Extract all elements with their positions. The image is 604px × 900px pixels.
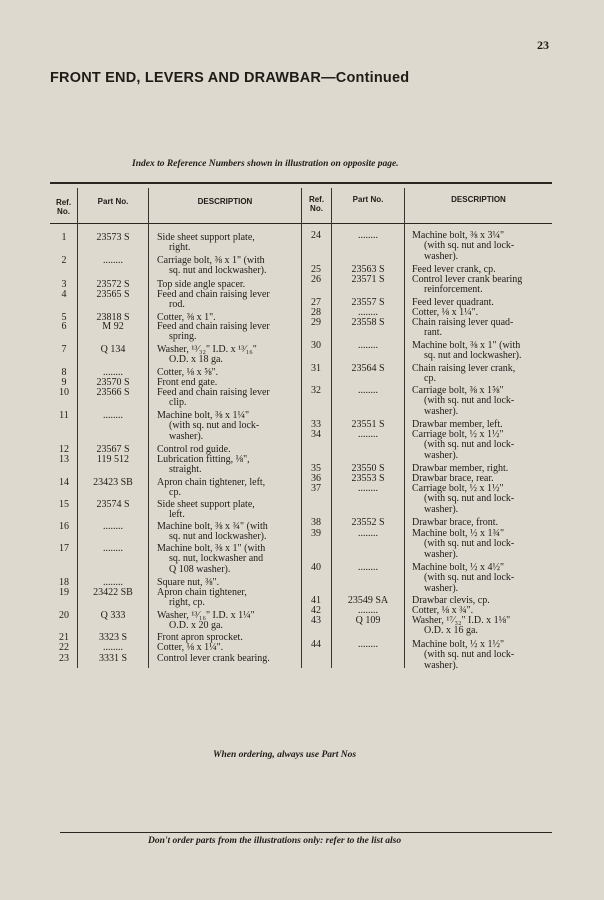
ref-number: 32	[311, 385, 321, 396]
part-number: ........	[358, 429, 378, 440]
part-number: ........	[103, 367, 123, 378]
ref-number: 25	[311, 264, 321, 275]
ref-number: 3	[61, 279, 67, 290]
part-description: Machine bolt, ½ x 1¾"	[412, 528, 505, 539]
ref-number: 10	[59, 387, 69, 398]
ref-number: 1	[61, 232, 67, 243]
part-number: 119 512	[96, 454, 130, 465]
part-number: 23818 S	[96, 312, 130, 323]
part-description: Cotter, ⅛ x 1¼".	[412, 307, 479, 318]
page-title: FRONT END, LEVERS AND DRAWBAR—Continued	[50, 70, 410, 86]
part-description: Washer, ¹⁷⁄₃₂" I.D. x 1⅛"	[412, 615, 511, 626]
part-description: sq. nut, lockwasher and	[169, 553, 264, 565]
part-description: Machine bolt, ⅜ x 1¼"	[157, 410, 250, 421]
part-number: 23557 S	[351, 297, 385, 308]
ref-number: 38	[311, 517, 321, 528]
part-description: Control lever crank bearing	[412, 274, 523, 285]
part-description: Feed and chain raising lever	[157, 387, 270, 398]
column-divider	[301, 188, 302, 668]
part-description: Cotter, ⅛ x ⅝".	[157, 367, 219, 378]
column-divider	[148, 188, 149, 668]
part-description: Drawbar brace, front.	[412, 517, 499, 528]
part-description: Drawbar brace, rear.	[412, 473, 494, 484]
part-description: Front end gate.	[157, 377, 218, 388]
part-description: washer).	[424, 548, 459, 560]
part-description: sq. nut and lockwasher).	[424, 350, 522, 362]
ref-number: 13	[59, 454, 69, 465]
part-description: Carriage bolt, ⅜ x 1⅝"	[412, 385, 504, 396]
part-description: Machine bolt, ½ x 1½"	[412, 639, 505, 650]
bottom-rule	[60, 832, 552, 833]
ref-number: 28	[311, 307, 321, 318]
part-description: Control rod guide.	[157, 444, 231, 455]
part-number: 3331 S	[98, 653, 128, 664]
part-number: ........	[103, 642, 123, 653]
part-description: sq. nut and lockwasher).	[169, 265, 267, 277]
part-description: reinforcement.	[424, 284, 483, 296]
part-description: washer).	[424, 449, 459, 461]
part-description: Top side angle spacer.	[157, 279, 246, 290]
part-description: washer).	[424, 250, 459, 262]
part-description: rod.	[169, 299, 185, 311]
ref-number: 2	[61, 255, 67, 266]
ref-number: 18	[59, 577, 69, 588]
part-description: (with sq. nut and lock-	[424, 493, 515, 505]
ref-number: 27	[311, 297, 321, 308]
ref-number: 14	[59, 477, 69, 488]
part-description: Feed lever crank, cp.	[412, 264, 496, 275]
part-number: 23551 S	[351, 419, 385, 430]
part-number: ........	[358, 230, 378, 241]
part-description: Machine bolt, ½ x 4½"	[412, 562, 505, 573]
part-number: ........	[103, 543, 123, 554]
part-number: 23422 SB	[93, 587, 133, 598]
part-description: (with sq. nut and lock-	[424, 240, 515, 252]
part-description: Machine bolt, ⅜ x 3¼"	[412, 230, 505, 241]
part-description: washer).	[424, 582, 459, 594]
part-number: ........	[358, 483, 378, 494]
ref-number: 15	[59, 499, 69, 510]
ref-number: 40	[311, 562, 321, 573]
ref-number: 39	[311, 528, 321, 539]
part-number: 23550 S	[351, 463, 385, 474]
part-number: 23572 S	[96, 279, 130, 290]
part-description: Q 108 washer).	[169, 563, 231, 575]
part-description: washer).	[169, 430, 204, 442]
part-number: M 92	[102, 321, 124, 332]
part-description: Machine bolt, ⅜ x ¾" (with	[157, 521, 268, 532]
part-number: Q 134	[100, 344, 126, 355]
part-description: O.D. x 18 ga.	[169, 354, 223, 366]
ref-number: 16	[59, 521, 69, 532]
table-top-rule	[50, 182, 552, 184]
part-description: Square nut, ⅜".	[157, 577, 220, 588]
part-description: spring.	[169, 331, 197, 343]
part-description: Carriage bolt, ½ x 1½"	[412, 429, 504, 440]
part-description: Control lever crank bearing.	[157, 653, 270, 664]
part-description: Machine bolt, ⅜ x 1" (with	[157, 543, 266, 554]
part-description: Side sheet support plate,	[157, 499, 255, 510]
part-number: 23558 S	[351, 317, 385, 328]
ref-number: 34	[311, 429, 321, 440]
ref-number: 23	[59, 653, 69, 664]
ref-number: 31	[311, 363, 321, 374]
part-number: 23571 S	[351, 274, 385, 285]
part-description: (with sq. nut and lock-	[424, 649, 515, 661]
part-number: 23574 S	[96, 499, 130, 510]
ref-number: 42	[311, 605, 321, 616]
part-description: cp.	[169, 487, 181, 499]
ref-number: 43	[311, 615, 321, 626]
part-description: rant.	[424, 327, 443, 339]
part-description: (with sq. nut and lock-	[424, 572, 515, 584]
part-description: Washer, ¹³⁄₁₆" I.D. x 1¼"	[157, 610, 255, 621]
index-subtitle: Index to Reference Numbers shown in illustration on opposite page.	[132, 159, 399, 169]
part-description: Washer, ¹³⁄₃₂" I.D. x ¹³⁄₁₆"	[157, 344, 257, 355]
ref-number: 4	[61, 289, 67, 300]
part-number: 23570 S	[96, 377, 130, 388]
part-number: 23564 S	[351, 363, 385, 374]
ref-number: 41	[311, 595, 321, 606]
part-number: ........	[358, 562, 378, 573]
header-desc-right: DESCRIPTION	[451, 195, 506, 204]
part-description: O.D. x 20 ga.	[169, 620, 223, 632]
part-number: 23552 S	[351, 517, 385, 528]
ref-number: 7	[61, 344, 67, 355]
ref-number: 29	[311, 317, 321, 328]
part-description: Drawbar member, left.	[412, 419, 503, 430]
part-number: 23567 S	[96, 444, 130, 455]
ref-number: 12	[59, 444, 69, 455]
part-number: ........	[358, 307, 378, 318]
part-number: 23563 S	[351, 264, 385, 275]
column-divider	[404, 188, 405, 668]
part-number: 23549 SA	[347, 595, 389, 606]
part-number: ........	[103, 255, 123, 266]
ref-number: 19	[59, 587, 69, 598]
part-description: Cotter, ⅛ x 1¼".	[157, 642, 224, 653]
part-description: Apron chain tightener, left,	[157, 477, 266, 488]
ref-number: 37	[311, 483, 321, 494]
part-description: (with sq. nut and lock-	[169, 420, 260, 432]
part-number: ........	[103, 410, 123, 421]
part-number: ........	[358, 340, 378, 351]
part-description: washer).	[424, 405, 459, 417]
part-description: washer).	[424, 659, 459, 671]
ref-number: 44	[311, 639, 321, 650]
part-description: (with sq. nut and lock-	[424, 538, 515, 550]
part-number: ........	[358, 605, 378, 616]
ref-number: 20	[59, 610, 69, 621]
header-ref-left: Ref. No.	[55, 198, 72, 216]
part-description: (with sq. nut and lock-	[424, 439, 515, 451]
part-description: Lubrication fitting, ⅛",	[157, 454, 250, 465]
part-description: (with sq. nut and lock-	[424, 395, 515, 407]
ref-number: 33	[311, 419, 321, 430]
part-description: Machine bolt, ⅜ x 1" (with	[412, 340, 521, 351]
ref-number: 21	[59, 632, 69, 643]
part-description: clip.	[169, 397, 187, 409]
ref-number: 9	[61, 377, 67, 388]
header-ref-right: Ref. No.	[308, 195, 325, 213]
part-description: Feed lever quadrant.	[412, 297, 494, 308]
part-description: Carriage bolt, ⅜ x 1" (with	[157, 255, 265, 266]
part-description: Chain raising lever quad-	[412, 317, 514, 328]
header-part-right: Part No.	[352, 195, 384, 204]
part-description: right.	[169, 242, 191, 254]
part-description: straight.	[169, 464, 202, 476]
part-description: Side sheet support plate,	[157, 232, 255, 243]
ref-number: 5	[61, 312, 67, 323]
column-divider	[331, 188, 332, 668]
ref-number: 17	[59, 543, 69, 554]
part-number: ........	[358, 639, 378, 650]
part-number: Q 109	[355, 615, 381, 626]
part-description: Feed and chain raising lever	[157, 289, 270, 300]
part-description: O.D. x 16 ga.	[424, 625, 478, 637]
ordering-note: When ordering, always use Part Nos	[213, 750, 357, 760]
part-number: 23553 S	[351, 473, 385, 484]
part-number: 23566 S	[96, 387, 130, 398]
ref-number: 35	[311, 463, 321, 474]
part-number: ........	[358, 385, 378, 396]
ref-number: 22	[59, 642, 69, 653]
part-description: Drawbar member, right.	[412, 463, 509, 474]
part-number: ........	[103, 577, 123, 588]
part-number: ........	[358, 528, 378, 539]
part-number: 23423 SB	[93, 477, 133, 488]
part-description: right, cp.	[169, 597, 205, 609]
part-description: Drawbar clevis, cp.	[412, 595, 490, 606]
header-desc-left: DESCRIPTION	[197, 197, 253, 206]
part-description: Cotter, ⅜ x 1".	[157, 312, 216, 323]
ref-number: 11	[59, 410, 69, 421]
part-description: cp.	[424, 373, 436, 385]
ref-number: 26	[311, 274, 321, 285]
part-description: Feed and chain raising lever	[157, 321, 270, 332]
part-number: 23565 S	[96, 289, 130, 300]
illustration-note: Don't order parts from the illustrations only: refer to the list also	[148, 836, 402, 846]
part-description: Chain raising lever crank,	[412, 363, 516, 374]
part-description: Apron chain tightener,	[157, 587, 247, 598]
part-description: Front apron sprocket.	[157, 632, 243, 643]
part-description: left.	[169, 509, 185, 521]
ref-number: 36	[311, 473, 321, 484]
ref-number: 8	[61, 367, 67, 378]
ref-number: 6	[61, 321, 67, 332]
part-description: washer).	[424, 503, 459, 515]
part-number: Q 333	[100, 610, 126, 621]
part-description: sq. nut and lockwasher).	[169, 531, 267, 543]
ref-number: 24	[311, 230, 321, 241]
part-number: 3323 S	[98, 632, 128, 643]
part-number: 23573 S	[96, 232, 130, 243]
part-description: Cotter, ⅛ x ¾".	[412, 605, 474, 616]
page-number: 23	[537, 38, 549, 52]
ref-number: 30	[311, 340, 321, 351]
header-part-left: Part No.	[97, 197, 129, 206]
part-number: ........	[103, 521, 123, 532]
part-description: Carriage bolt, ½ x 1½"	[412, 483, 504, 494]
